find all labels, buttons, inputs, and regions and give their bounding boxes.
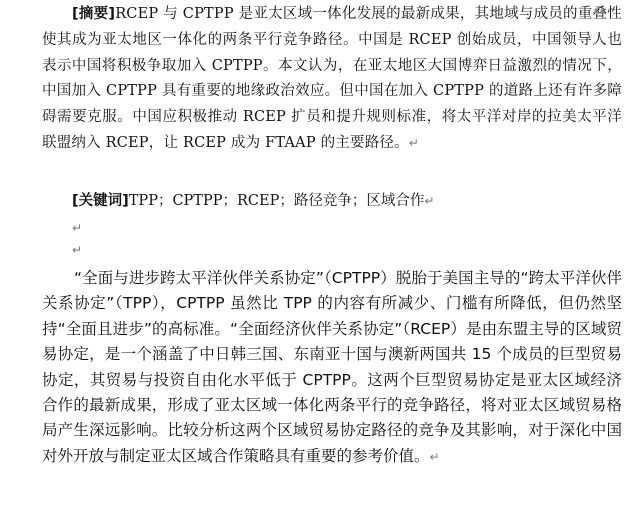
empty-paragraph-mark: ↵ — [72, 243, 83, 257]
paragraph-mark: ↵ — [429, 449, 440, 464]
paragraph-mark: ↵ — [408, 135, 420, 150]
body-paragraph — [42, 266, 622, 470]
abstract-paragraph — [42, 2, 622, 157]
body-text: “全面与进步跨太平洋伙伴关系协定”（CPTPP）脱胎于美国主导的“跨太平洋伙伴关系协定”（TPP），CPTPP 虽然比 TPP 的内容有所减少、门槛有所降低，但仍然坚持“全面且进步”的高标准。“全面经济伙伴关系协定”（RCEP）是由东盟主导的区域贸易协定，是一个涵盖了中日韩三国、东南亚十国与澳新两国共 15 个成员的巨型贸易协定，其贸易与投资自由化水平低于 CPTPP。这两个巨型贸易协定是亚太区域经济合作的最新成果，形成了亚太区域一体化两条平行的竞争路径，将对亚太区域贸易格局产生深远影响。比较分析这两个区域贸易协定路径的竞争及其影响，对于深化中国对外开放与制定亚太区域合作策略具有重要的参考价值。 — [42, 269, 622, 465]
abstract-text: RCEP 与 CPTPP 是亚太区域一体化发展的最新成果，其地域与成员的重叠性使其成为亚太地区一体化的两条平行竞争路径。中国是 RCEP 创始成员，中国领导人也表示中国将积极争取加入 CPTPP。本文认为，在亚太地区大国博弈日益激烈的情况下，中国加入 CPTPP 具有重要的地缘政治效应。但中国在加入 CPTPP 的道路上还有许多障碍需要克服。中国应积极推动 RCEP 扩员和提升规则标准，将太平洋对岸的拉美太平洋联盟纳入 RCEP，让 RCEP 成为 FTAAP 的主要路径。 — [42, 6, 622, 151]
abstract-label: [摘要] — [72, 6, 116, 22]
keywords-text: TPP；CPTPP；RCEP；路径竞争；区域合作 — [128, 193, 425, 209]
paragraph-mark: ↵ — [424, 194, 435, 208]
keywords-label: [关键词] — [72, 193, 129, 209]
keywords-line — [72, 188, 434, 214]
empty-paragraph-mark: ↵ — [72, 221, 83, 235]
